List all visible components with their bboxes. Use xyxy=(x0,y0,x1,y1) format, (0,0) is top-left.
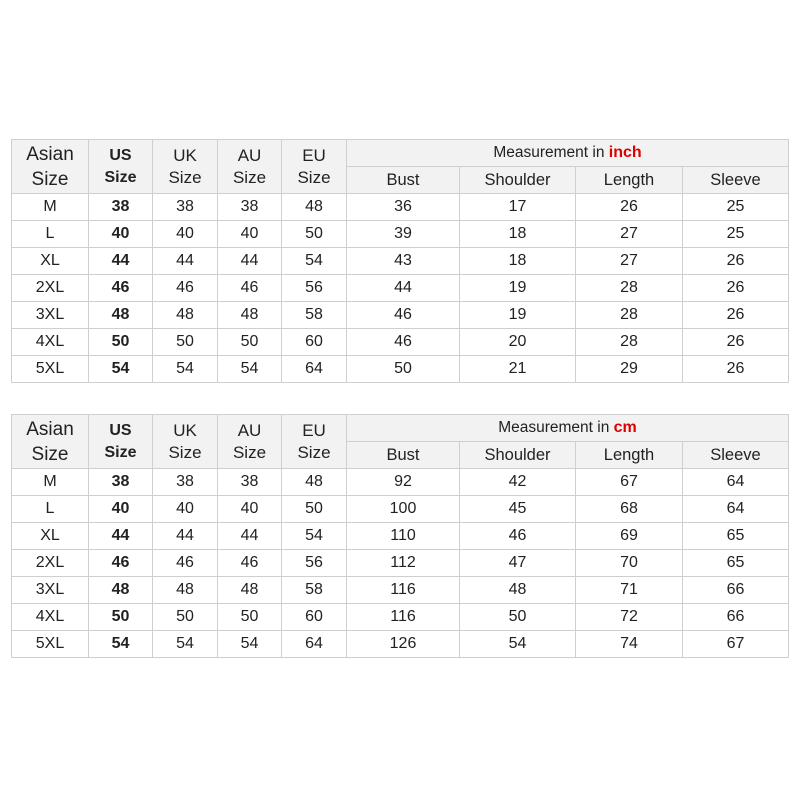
header-sleeve: Sleeve xyxy=(683,167,789,194)
measurement-unit: inch xyxy=(608,144,642,161)
table-row xyxy=(12,604,789,631)
table-row xyxy=(12,275,789,302)
sleeve-cell: 25 xyxy=(683,194,789,221)
length-cell: 71 xyxy=(576,577,683,604)
header-uk-line1: UK xyxy=(173,420,197,440)
uk-size-cell: 46 xyxy=(153,275,218,302)
bust-cell: 112 xyxy=(347,550,460,577)
shoulder-cell: 50 xyxy=(460,604,576,631)
sleeve-cell: 26 xyxy=(683,356,789,383)
table-row xyxy=(12,469,789,496)
asian-size-cell: 3XL xyxy=(12,577,89,604)
header-us-line1: US xyxy=(109,146,132,164)
uk-size-cell: 44 xyxy=(153,248,218,275)
bust-cell: 50 xyxy=(347,356,460,383)
us-size-cell: 38 xyxy=(89,469,153,496)
uk-size-cell: 50 xyxy=(153,329,218,356)
eu-size-cell: 50 xyxy=(282,221,347,248)
header-asian-line1: Asian xyxy=(26,418,74,440)
table-row xyxy=(12,631,789,658)
au-size-cell: 48 xyxy=(218,302,282,329)
au-size-cell: 46 xyxy=(218,275,282,302)
header-au-line1: AU xyxy=(237,420,262,440)
measurement-prefix: Measurement in xyxy=(498,419,610,436)
asian-size-cell: L xyxy=(12,496,89,523)
eu-size-cell: 56 xyxy=(282,275,347,302)
header-bust: Bust xyxy=(347,167,460,194)
header-asian-size xyxy=(12,140,89,194)
header-au-line1: AU xyxy=(237,145,262,165)
table-row xyxy=(12,496,789,523)
table-row xyxy=(12,221,789,248)
sleeve-cell: 66 xyxy=(683,577,789,604)
header-us-line1: US xyxy=(109,421,132,439)
header-au-line2: Size xyxy=(232,442,267,462)
shoulder-cell: 18 xyxy=(460,221,576,248)
shoulder-cell: 21 xyxy=(460,356,576,383)
eu-size-cell: 48 xyxy=(282,469,347,496)
uk-size-cell: 40 xyxy=(153,221,218,248)
header-au-size xyxy=(218,415,282,469)
length-cell: 70 xyxy=(576,550,683,577)
table-row xyxy=(12,356,789,383)
length-cell: 69 xyxy=(576,523,683,550)
us-size-cell: 54 xyxy=(89,356,153,383)
bust-cell: 126 xyxy=(347,631,460,658)
us-size-cell: 46 xyxy=(89,275,153,302)
length-cell: 28 xyxy=(576,329,683,356)
shoulder-cell: 45 xyxy=(460,496,576,523)
length-cell: 27 xyxy=(576,248,683,275)
bust-cell: 110 xyxy=(347,523,460,550)
asian-size-cell: 4XL xyxy=(12,329,89,356)
header-au-line2: Size xyxy=(232,167,267,187)
eu-size-cell: 58 xyxy=(282,302,347,329)
asian-size-cell: 2XL xyxy=(12,550,89,577)
shoulder-cell: 46 xyxy=(460,523,576,550)
au-size-cell: 48 xyxy=(218,577,282,604)
header-au-size xyxy=(218,140,282,194)
au-size-cell: 54 xyxy=(218,356,282,383)
uk-size-cell: 54 xyxy=(153,356,218,383)
length-cell: 29 xyxy=(576,356,683,383)
asian-size-cell: M xyxy=(12,194,89,221)
us-size-cell: 48 xyxy=(89,577,153,604)
eu-size-cell: 64 xyxy=(282,356,347,383)
us-size-cell: 54 xyxy=(89,631,153,658)
eu-size-cell: 64 xyxy=(282,631,347,658)
bust-cell: 92 xyxy=(347,469,460,496)
asian-size-cell: XL xyxy=(12,248,89,275)
shoulder-cell: 42 xyxy=(460,469,576,496)
header-eu-size xyxy=(282,415,347,469)
au-size-cell: 40 xyxy=(218,221,282,248)
us-size-cell: 48 xyxy=(89,302,153,329)
asian-size-cell: 4XL xyxy=(12,604,89,631)
shoulder-cell: 20 xyxy=(460,329,576,356)
header-uk-line2: Size xyxy=(168,442,202,462)
eu-size-cell: 60 xyxy=(282,604,347,631)
header-asian-line2: Size xyxy=(31,168,69,190)
bust-cell: 100 xyxy=(347,496,460,523)
asian-size-cell: L xyxy=(12,221,89,248)
header-us-line2: Size xyxy=(104,443,137,461)
header-length: Length xyxy=(576,442,683,469)
shoulder-cell: 18 xyxy=(460,248,576,275)
table-row xyxy=(12,302,789,329)
shoulder-cell: 48 xyxy=(460,577,576,604)
us-size-cell: 44 xyxy=(89,523,153,550)
shoulder-cell: 54 xyxy=(460,631,576,658)
measurement-header xyxy=(347,140,789,167)
sleeve-cell: 25 xyxy=(683,221,789,248)
shoulder-cell: 47 xyxy=(460,550,576,577)
uk-size-cell: 46 xyxy=(153,550,218,577)
us-size-cell: 44 xyxy=(89,248,153,275)
length-cell: 74 xyxy=(576,631,683,658)
table-row xyxy=(12,523,789,550)
bust-cell: 44 xyxy=(347,275,460,302)
header-eu-line1: EU xyxy=(302,145,326,165)
length-cell: 68 xyxy=(576,496,683,523)
eu-size-cell: 54 xyxy=(282,523,347,550)
header-bust: Bust xyxy=(347,442,460,469)
header-eu-line1: EU xyxy=(302,420,326,440)
sleeve-cell: 66 xyxy=(683,604,789,631)
length-cell: 26 xyxy=(576,194,683,221)
au-size-cell: 46 xyxy=(218,550,282,577)
table-row xyxy=(12,550,789,577)
header-asian-line2: Size xyxy=(31,443,69,465)
uk-size-cell: 40 xyxy=(153,496,218,523)
header-uk-line1: UK xyxy=(173,145,197,165)
length-cell: 72 xyxy=(576,604,683,631)
au-size-cell: 50 xyxy=(218,329,282,356)
table-row xyxy=(12,194,789,221)
size-chart-inch xyxy=(11,139,789,383)
header-shoulder: Shoulder xyxy=(460,167,576,194)
au-size-cell: 50 xyxy=(218,604,282,631)
us-size-cell: 46 xyxy=(89,550,153,577)
au-size-cell: 54 xyxy=(218,631,282,658)
header-uk-size xyxy=(153,140,218,194)
us-size-cell: 50 xyxy=(89,604,153,631)
shoulder-cell: 19 xyxy=(460,275,576,302)
au-size-cell: 44 xyxy=(218,523,282,550)
us-size-cell: 38 xyxy=(89,194,153,221)
sleeve-cell: 26 xyxy=(683,302,789,329)
header-uk-line2: Size xyxy=(168,167,202,187)
uk-size-cell: 48 xyxy=(153,577,218,604)
us-size-cell: 40 xyxy=(89,221,153,248)
sleeve-cell: 26 xyxy=(683,248,789,275)
us-size-cell: 40 xyxy=(89,496,153,523)
au-size-cell: 44 xyxy=(218,248,282,275)
header-eu-size xyxy=(282,140,347,194)
bust-cell: 36 xyxy=(347,194,460,221)
us-size-cell: 50 xyxy=(89,329,153,356)
table-row xyxy=(12,329,789,356)
measurement-unit: cm xyxy=(613,419,637,436)
eu-size-cell: 50 xyxy=(282,496,347,523)
measurement-header xyxy=(347,415,789,442)
header-asian-line1: Asian xyxy=(26,143,74,165)
asian-size-cell: XL xyxy=(12,523,89,550)
uk-size-cell: 48 xyxy=(153,302,218,329)
shoulder-cell: 17 xyxy=(460,194,576,221)
eu-size-cell: 54 xyxy=(282,248,347,275)
asian-size-cell: 2XL xyxy=(12,275,89,302)
header-us-size xyxy=(89,140,153,194)
length-cell: 28 xyxy=(576,302,683,329)
bust-cell: 39 xyxy=(347,221,460,248)
header-us-line2: Size xyxy=(104,168,137,186)
uk-size-cell: 54 xyxy=(153,631,218,658)
au-size-cell: 40 xyxy=(218,496,282,523)
au-size-cell: 38 xyxy=(218,469,282,496)
uk-size-cell: 50 xyxy=(153,604,218,631)
table-row xyxy=(12,577,789,604)
uk-size-cell: 44 xyxy=(153,523,218,550)
eu-size-cell: 60 xyxy=(282,329,347,356)
sleeve-cell: 26 xyxy=(683,329,789,356)
uk-size-cell: 38 xyxy=(153,469,218,496)
header-length: Length xyxy=(576,167,683,194)
au-size-cell: 38 xyxy=(218,194,282,221)
header-row xyxy=(12,140,789,167)
bust-cell: 43 xyxy=(347,248,460,275)
header-us-size xyxy=(89,415,153,469)
eu-size-cell: 56 xyxy=(282,550,347,577)
header-asian-size xyxy=(12,415,89,469)
eu-size-cell: 48 xyxy=(282,194,347,221)
sleeve-cell: 65 xyxy=(683,523,789,550)
sleeve-cell: 64 xyxy=(683,469,789,496)
sleeve-cell: 26 xyxy=(683,275,789,302)
length-cell: 28 xyxy=(576,275,683,302)
header-shoulder: Shoulder xyxy=(460,442,576,469)
sleeve-cell: 64 xyxy=(683,496,789,523)
asian-size-cell: 5XL xyxy=(12,356,89,383)
bust-cell: 116 xyxy=(347,577,460,604)
length-cell: 27 xyxy=(576,221,683,248)
asian-size-cell: 5XL xyxy=(12,631,89,658)
header-eu-line2: Size xyxy=(297,167,331,187)
measurement-prefix: Measurement in xyxy=(493,144,605,161)
bust-cell: 116 xyxy=(347,604,460,631)
table-row xyxy=(12,248,789,275)
header-eu-line2: Size xyxy=(297,442,331,462)
bust-cell: 46 xyxy=(347,329,460,356)
sleeve-cell: 65 xyxy=(683,550,789,577)
uk-size-cell: 38 xyxy=(153,194,218,221)
header-uk-size xyxy=(153,415,218,469)
asian-size-cell: 3XL xyxy=(12,302,89,329)
size-chart-cm xyxy=(11,414,789,658)
sleeve-cell: 67 xyxy=(683,631,789,658)
header-sleeve: Sleeve xyxy=(683,442,789,469)
eu-size-cell: 58 xyxy=(282,577,347,604)
length-cell: 67 xyxy=(576,469,683,496)
bust-cell: 46 xyxy=(347,302,460,329)
asian-size-cell: M xyxy=(12,469,89,496)
shoulder-cell: 19 xyxy=(460,302,576,329)
header-row xyxy=(12,415,789,442)
